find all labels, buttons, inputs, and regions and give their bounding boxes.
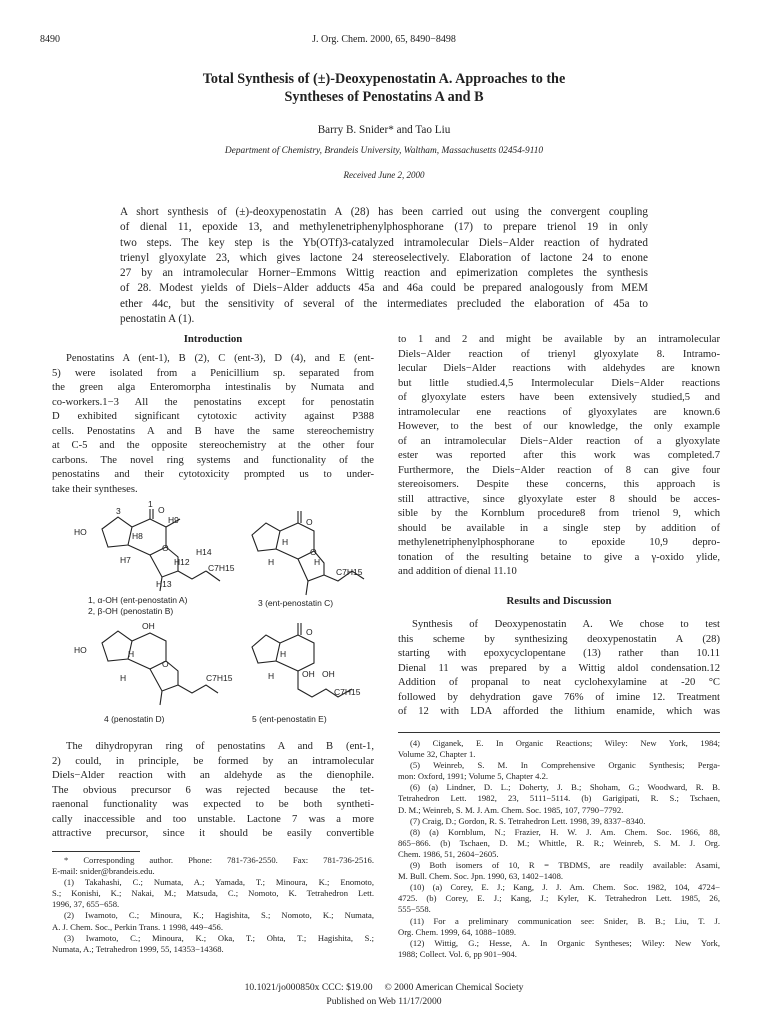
text-line: Diels−Alder reaction with an aldehyde as the dienophile. bbox=[52, 770, 374, 781]
atom-label: H bbox=[282, 537, 289, 547]
footnote-line: (3) Iwamoto, C.; Minoura, K.; Oka, T.; Ohta, T.; Hagishita, S.; bbox=[64, 932, 374, 943]
atom-label: OH bbox=[142, 621, 155, 631]
footnote-line: A. J. Chem. Soc., Perkin Trans. 1 1998, 449−456. bbox=[52, 921, 224, 932]
atom-label: HO bbox=[74, 527, 87, 537]
footnote-line: (7) Craig, D.; Gordon, R. S. Tetrahedron Lett. 1998, 39, 8337−8340. bbox=[410, 815, 646, 826]
atom-label: H bbox=[268, 671, 275, 681]
atom-label: C7H15 bbox=[336, 567, 363, 577]
footnote-line: Numata, A.; Tetrahedron 1999, 55, 14353−14368. bbox=[52, 943, 224, 954]
text-line: penostatins and their cytotoxicity prompted us to under- bbox=[52, 469, 374, 480]
footnote-line: (2) Iwamoto, C.; Minoura, K.; Hagishita, S.; Nomoto, K.; Numata, bbox=[64, 910, 374, 921]
footnotes-right bbox=[398, 738, 720, 960]
text-line: still attractive, since glyoxylate ester 8 should be acces- bbox=[398, 493, 720, 505]
text-line: cally inaccessible and too unstable. Lactone 7 was a more bbox=[52, 813, 374, 825]
results-heading: Results and Discussion bbox=[506, 595, 612, 607]
footnote-line: (11) For a preliminary communication see: Snider, B. B.; Liu, T. J. bbox=[410, 915, 720, 926]
penostatin-structures-figure bbox=[66, 499, 366, 730]
atom-label: H bbox=[268, 557, 275, 567]
abstract-line: ether 44c, but the sensitivity of several of the intermediates precluded the elaboration of 45a to bbox=[120, 297, 648, 310]
text-line: Furthermore, the Diels−Alder reaction of 8 can give four bbox=[398, 464, 720, 476]
text-line: 2) could, in principle, be formed by an intramolecular bbox=[52, 755, 374, 767]
atom-label: OH bbox=[322, 669, 335, 679]
footnote-line: mon: Oxford, 1991; Volume 5, Chapter 4.2. bbox=[398, 771, 549, 782]
text-line: tonation of the resulting betaine to give a γ-oxido ylide, bbox=[398, 551, 720, 563]
text-line: take their syntheses. bbox=[52, 483, 138, 495]
footnotes-left bbox=[52, 855, 374, 955]
footnote-line: (1) Takahashi, C.; Numata, A.; Yamada, T.; Minoura, K.; Enomoto, bbox=[64, 877, 374, 888]
abstract-line: 27 by an intramolecular Horner−Emmons Wittig reaction and epimerization completes the synthesis bbox=[120, 267, 648, 280]
atom-label: H7 bbox=[120, 555, 131, 565]
atom-label: OH bbox=[302, 669, 315, 679]
structure-label-2: 2, β-OH (penostatin B) bbox=[88, 606, 174, 616]
text-line: Addition of propanal to neat cyclohexylamine at -20 °C bbox=[398, 677, 720, 688]
atom-label: O bbox=[310, 547, 317, 557]
atom-label: H13 bbox=[156, 579, 172, 589]
footnote-line: S.; Konishi, K.; Nakai, M.; Matsuda, C.; Nomoto, K. Tetrahedron Lett. bbox=[52, 888, 374, 899]
journal-citation: J. Org. Chem. 2000, 65, 8490−8498 bbox=[312, 34, 456, 45]
atom-label: HO bbox=[74, 645, 87, 655]
atom-label: 1 bbox=[148, 499, 153, 509]
abstract bbox=[120, 205, 648, 327]
atom-label: H bbox=[120, 673, 127, 683]
atom-label: H8 bbox=[132, 531, 143, 541]
text-line: to 1 and 2 and might be available by an intramolecular bbox=[398, 334, 720, 345]
atom-label: O bbox=[162, 659, 169, 669]
text-line: of an intramolecular Diels−Alder reaction of a glyoxylate bbox=[398, 435, 720, 447]
footnote-line: (10) (a) Corey, E. J.; Kang, J. J. Am. Chem. Soc. 1982, 104, 4724− bbox=[410, 882, 720, 893]
atom-label: O bbox=[162, 543, 169, 553]
footnote-line: (8) (a) Kornblum, N.; Frazier, H. W. J. Am. Chem. Soc. 1966, 88, bbox=[410, 826, 720, 837]
footnote-line: Org. Chem. 1999, 64, 1088−1089. bbox=[398, 926, 517, 937]
text-line: Diels−Alder reaction of trienyl glyoxylate 8. Intramo- bbox=[398, 348, 720, 360]
structure-label-5: 5 (ent-penostatin E) bbox=[252, 714, 327, 724]
atom-label: H14 bbox=[196, 547, 212, 557]
footnote-line: * Corresponding author. Phone: 781-736-2550. Fax: 781-736-2516. bbox=[64, 855, 374, 865]
introduction-heading: Introduction bbox=[183, 333, 243, 345]
structure-label-3: 3 (ent-penostatin C) bbox=[258, 598, 334, 608]
text-line: Synthesis of Deoxypenostatin A. We chose to test bbox=[412, 619, 720, 630]
text-line: of 12 with LDA afforded the lithium enamide, which was bbox=[398, 706, 720, 717]
structure-label-4: 4 (penostatin D) bbox=[104, 714, 165, 724]
atom-label: H bbox=[314, 557, 321, 567]
text-line: stereoisomers. Despite these concerns, this approach is bbox=[398, 479, 720, 490]
footnote-line: (5) Weinreb, S. M. In Comprehensive Organic Synthesis; Perga- bbox=[410, 760, 720, 771]
published-date: Published on Web 11/17/2000 bbox=[326, 996, 442, 1007]
abstract-line: of 28. Modest yields of Diels−Alder adducts 45a and 46a could be prepared analogously from MEM bbox=[120, 282, 648, 295]
footnote-rule bbox=[52, 851, 140, 852]
article-title bbox=[120, 70, 648, 106]
text-line: should be available in a single step by addition of bbox=[398, 522, 720, 534]
text-line: Dienal 11 was prepared by a Wittig aldol condensation.12 bbox=[398, 662, 720, 674]
text-line: at C-5 and the opposite stereochemistry at the other four bbox=[52, 440, 374, 451]
footnote-line: Chem. 1986, 51, 2604−2605. bbox=[398, 848, 499, 859]
text-line: D exhibited significant cytotoxic activity against P388 bbox=[52, 411, 374, 422]
atom-label: H12 bbox=[174, 557, 190, 567]
title-line-2: Syntheses of Penostatins A and B bbox=[284, 89, 484, 105]
structure-label-1: 1, α-OH (ent-penostatin A) bbox=[88, 595, 188, 605]
text-line: lecular Diels−Alder reactions with aldehydes are known bbox=[398, 363, 720, 374]
footnote-line: Tetrahedron Lett. 1982, 23, 5111−5114. (b) Garigipati, R. S.; Tschaen, bbox=[398, 793, 720, 804]
text-line: attractive precursor, since it should be easily convertible bbox=[52, 828, 374, 839]
text-line: methylenetriphenylphosphorane to epoxide 10,9 depro- bbox=[398, 537, 720, 548]
text-line: intramolecular ene reactions of glyoxylates are known.6 bbox=[398, 406, 720, 418]
doi-copyright-line: 10.1021/jo000850x CCC: $19.00 © 2000 American Chemical Society bbox=[244, 982, 524, 993]
atom-label: O bbox=[306, 627, 313, 637]
authors: Barry B. Snider* and Tao Liu bbox=[317, 124, 451, 136]
atom-label: C7H15 bbox=[334, 687, 361, 697]
footnote-line: Volume 32, Chapter 1. bbox=[398, 749, 476, 760]
footnote-rule bbox=[398, 732, 720, 733]
atom-label: H bbox=[280, 649, 287, 659]
text-line: of glyoxylate esters have been extensively studied,5 and bbox=[398, 392, 720, 403]
footnote-line: (9) Both isomers of 10, R = TBDMS, are readily available: Asami, bbox=[410, 860, 720, 871]
footnote-line: 1988; Collect. Vol. 6, pp 901−904. bbox=[398, 948, 517, 959]
page-number: 8490 bbox=[40, 34, 60, 45]
abstract-line: of dienal 11, epoxide 13, and methylenetriphenylphosphorane (17) to prepare trienol 19 in only bbox=[120, 221, 648, 234]
footnote-line: (6) (a) Lindner, D. L.; Doherty, J. B.; Shoham, G.; Woodward, R. B. bbox=[410, 782, 720, 793]
atom-label: H bbox=[128, 649, 135, 659]
footnote-line: (12) Wittig, G.; Hesse, A. In Organic Syntheses; Wiley: New York, bbox=[410, 937, 720, 948]
text-line: sible by the Kornblum procedure8 from trienol 9, which bbox=[398, 508, 720, 519]
text-line: Penostatins A (ent-1), B (2), C (ent-3), D (4), and E (ent- bbox=[66, 353, 374, 364]
dihydropyran-paragraph bbox=[52, 740, 374, 842]
footnote-line: 4725. (b) Corey, E. J.; Kang, J.; Kyler, K. Tetrahedron Lett. 1985, 26, bbox=[398, 893, 720, 904]
footnote-line: 555−558. bbox=[398, 904, 431, 915]
footnote-line: E-mail: snider@brandeis.edu. bbox=[52, 866, 155, 877]
results-paragraph bbox=[398, 618, 720, 720]
atom-label: C7H15 bbox=[206, 673, 233, 683]
text-line: ester was reported after this work was completed.7 bbox=[398, 450, 720, 461]
affiliation: Department of Chemistry, Brandeis University, Waltham, Massachusetts 02454-9110 bbox=[224, 146, 544, 156]
footnote-line: M. Bull. Chem. Soc. Jpn. 1990, 63, 1402−1408. bbox=[398, 871, 564, 882]
text-line: carbons. The novel ring systems and functionality of the bbox=[52, 454, 374, 466]
abstract-line: penostatin A (1). bbox=[120, 313, 195, 326]
atom-label: O bbox=[306, 517, 313, 527]
text-line: The obvious precursor 6 was rejected because the tet- bbox=[52, 784, 374, 796]
introduction-continued bbox=[398, 333, 720, 580]
introduction-paragraph bbox=[52, 352, 374, 497]
footnote-line: 865−866. (b) Tschaen, D. M.; Whittle, R. R.; Weinreb, S. M. J. Org. bbox=[398, 837, 720, 848]
atom-label: 3 bbox=[116, 506, 121, 516]
text-line: but little studied.4,5 Intermolecular Diels−Alder reactions bbox=[398, 377, 720, 389]
footnote-line: (4) Ciganek, E. In Organic Reactions; Wiley: New York, 1984; bbox=[410, 738, 720, 748]
text-line: co-workers.1−3 All the penostatins except for penostatin bbox=[52, 396, 374, 408]
text-line: cells. Penostatins A and B have the same stereochemistry bbox=[52, 425, 374, 437]
text-line: the green alga Enteromorpha intestinalis by Numata and bbox=[52, 382, 374, 393]
text-line: However, to the best of our knowledge, the only example bbox=[398, 421, 720, 432]
received-date: Received June 2, 2000 bbox=[343, 170, 425, 180]
text-line: 5) were isolated from a Penicillium sp. separated from bbox=[52, 367, 374, 379]
footnote-line: D. M.; Weinreb, S. M. J. Am. Chem. Soc. 1985, 107, 7790−7792. bbox=[398, 804, 624, 815]
abstract-line: A short synthesis of (±)-deoxypenostatin A (28) has been carried out using the convergent coupling bbox=[120, 206, 648, 218]
title-line-1: Total Synthesis of (±)-Deoxypenostatin A. Approaches to the bbox=[202, 71, 566, 87]
text-line: raenonal functionality was expected to be both syntheti- bbox=[52, 799, 374, 810]
text-line: followed by dehydration gave 76% of imine 12. Treatment bbox=[398, 691, 720, 703]
atom-label: C7H15 bbox=[208, 563, 235, 573]
text-line: and addition of dienal 11.10 bbox=[398, 566, 517, 577]
text-line: this scheme by synthesizing deoxypenostatin A (28) bbox=[398, 633, 720, 645]
abstract-line: trienyl glyoxylate 23, which gives lactone 24 stereoselectively. Elaboration of lactone 24 to enone bbox=[120, 251, 648, 264]
footnote-line: 1996, 37, 655−658. bbox=[52, 899, 120, 910]
text-line: The dihydropyran ring of penostatins A and B (ent-1, bbox=[66, 741, 374, 752]
abstract-line: two steps. The key step is the Yb(OTf)3-catalyzed intramolecular Diels−Alder reaction of hydrated bbox=[120, 236, 648, 249]
atom-label: H9 bbox=[168, 515, 179, 525]
text-line: starting with epoxycyclopentane (13) rather than 10.11 bbox=[398, 648, 720, 659]
atom-label: O bbox=[158, 505, 165, 515]
